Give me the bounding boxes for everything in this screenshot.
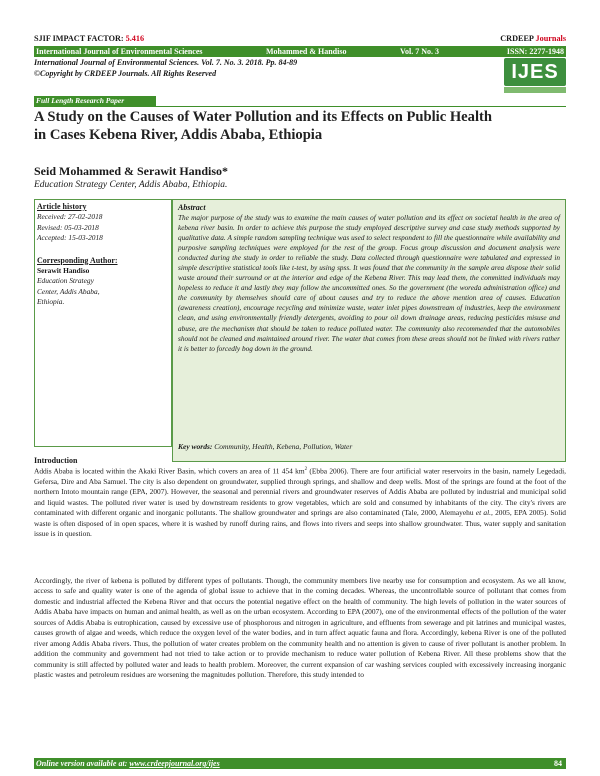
- impact-factor: SJIF IMPACT FACTOR: 5.416: [34, 34, 145, 43]
- top-header-line: [34, 34, 566, 46]
- authors: Seid Mohammed & Serawit Handiso*: [34, 164, 229, 178]
- corresponding-heading: Corresponding Author:: [37, 255, 118, 265]
- abstract-box: [172, 199, 566, 462]
- corresponding-affil-2: Center, Addis Ababa,: [37, 286, 100, 296]
- paper-title: [34, 108, 566, 144]
- journal-name: International Journal of Environmental Sciences: [36, 47, 203, 56]
- article-info-box: [34, 199, 172, 447]
- affiliation: Education Strategy Center, Addis Ababa, Ethiopia.: [34, 180, 228, 190]
- corresponding-affil-3: Ethiopia.: [37, 297, 65, 307]
- volume-number: Vol. 7 No. 3: [400, 47, 440, 56]
- journal-url-link[interactable]: www.crdeepjournal.org/ijes: [129, 759, 220, 768]
- revised-date: Revised: 05-03-2018: [37, 222, 99, 232]
- paragraph-2: Accordingly, the river of kebena is polluted by different types of pollutants. Though, the community members live nearby use for consumption and ecosystem. As we all know, access to safe and quality water is one of the agenda of global issue to achieve that in the coming decades. Whereas, the uncontrollable source of pollutant that comes from domestic and industrial affected the Kebena River and that occurs the potential negative effect on the health of community. The high levels of pollution in the water sources of Addis Ababa have impacts on human and animal health, as well as on the urban ecosystem. According to EPA (2007), one of the environmental effects of the pollution of the water sources of Addis Ababa is eutrophication, caused by excessive use of phosphorous and nitrogen in agriculture, and effluents from sewerage and pit latrines and municipal wastes, causes growth of algae and weeds, which reduce the oxygen level of the water bodies, and in turn affect aquatic fauna and flora. Accordingly, kebena River is one of the polluted river among Addis Ababa rivers. Thus, the pollution of water creates problem on the community health and no attention is given to cause of river pollutant is another problem. In addition the community and government had not tried to take action or to provide mechanism to reduce water pollution of Kebena River. All these problems show that the community is still affected by polluted water and leads to health problem. Moreover, the current expansion of car washing services coupled with excessively increasing inorganic plastic wastes and petroleum residues are worsening the magnitudes pollution. Therefore, this study intended to: [34, 576, 566, 680]
- page-number: 84: [554, 759, 562, 768]
- corresponding-affil-1: Education Strategy: [37, 276, 94, 286]
- paragraph-1: Addis Ababa is located within the Akaki River Basin, which covers an area of 11 454 $km^2$ (Ebba 2006). There are four artificial water reservoirs in the basin, namely Legedadi, Gefersa, Dire and Aba Samuel. The city is also dependent on groundwater, supplied through springs, and shallow and deep wells. Most of the springs are found at the foot of the northern Intoto mountain range (EPA, 2007). However, the seasonal and perennial rivers and groundwater reserves of Addis Ababa are polluted by industrial and municipal solid and liquid wastes. The polluted river water is used by downstream residents to grow vegetables, which are sold and consumed by inhabitants of the city. The city's rivers are contaminated with different organic and inorganic pollutants. The shallow groundwater and springs are also contaminated (Tale, 2000, Alemayehu et al., 2005, EPA 2005). Solid waste is often disposed of in open spaces, where it is washed by runoff during rains, and flows into rivers and seeps into shallow groundwater. Thus, water supply and sanitation issue is in question.: [34, 466, 567, 539]
- accepted-date: Accepted: 15-03-2018: [37, 233, 103, 243]
- journal-logo: [504, 58, 566, 94]
- journal-info-bar: [34, 46, 566, 57]
- logo-text: IJES: [504, 58, 566, 86]
- publisher-name: CRDEEP Journals: [500, 34, 566, 43]
- online-label: Online version available at:: [36, 759, 130, 768]
- page-footer: [34, 758, 566, 769]
- received-date: Received: 27-02-2018: [37, 212, 103, 222]
- title-line-2: in Cases Kebena River, Addis Ababa, Ethiopia: [34, 127, 323, 143]
- abstract-body: The major purpose of the study was to examine the main causes of water pollution and its effect on societal health in the area of kebena river basin. In order to achieve this purpose the study employed descriptive survey and case study methods supported by qualitative data. A simple random sampling technique was used to select respondent to fill the questionnaire while availability and purposive sampling techniques were employed for the rest of the group. Focus group discussion and document analysis were conducted during the study in order to reliable the study. Data collected through questionnaire were tabulated and expressed in simple descriptive statistical tools like t-test, by using spss. It was found that the community in the sample area dispose their solid waste around their surround or at the interior and edge of the Kebena River. This may lead them, the committed individuals may hopeless to reduce it and lastly they may follow the uncommitted ones. So the government (the woreda administration office) and the community by themselves should care of about causes and try to reduce the above mention area of causes. Education (awareness creation), encourage recycling and minimize waste, water inlet pipes downstream of industries, keep the environment clean, and using environmentally friendly detergents, avoiding to pour oil down drainage areas, reducing pesticides misuse and abuse, are the mechanism that should be taken to reduce polluted water. The community also recommended that the automobiles should not be cleaned and maintained around river. The water that comes from these areas should not be linked with rivers rather it is better to forcedly bog down in the ground.: [178, 214, 560, 353]
- abstract-heading: Abstract: [178, 203, 206, 212]
- article-type-label: Full Length Research Paper: [34, 96, 156, 106]
- title-line-1: A Study on the Causes of Water Pollution and its Effects on Public Health: [34, 109, 492, 125]
- citation-line: International Journal of Environmental Sciences. Vol. 7. No. 3. 2018. Pp. 84-89: [34, 58, 298, 67]
- paper-page: [34, 0, 566, 776]
- history-heading: Article history: [37, 202, 87, 211]
- copyright-line: ©Copyright by CRDEEP Journals. All Rights Reserved: [34, 69, 217, 78]
- logo-tagline-bar: [504, 87, 566, 93]
- divider: [34, 106, 566, 107]
- keywords: Key words: Community, Health, Kebena, Pollution, Water: [178, 442, 353, 451]
- issn: ISSN: 2277-1948: [506, 47, 564, 56]
- corresponding-name: Serawit Handiso: [37, 266, 90, 276]
- running-authors: Mohammed & Handiso: [266, 47, 347, 56]
- introduction-heading: Introduction: [34, 456, 78, 465]
